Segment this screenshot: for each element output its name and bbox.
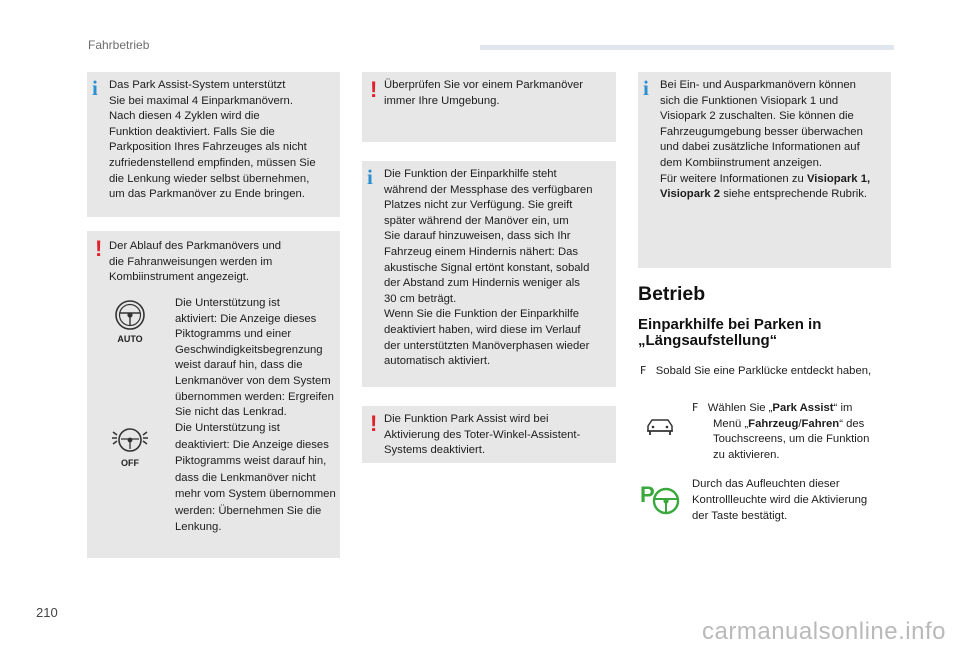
text-line: Lenkmanöver von dem System — [175, 374, 331, 387]
bold-reference: Visiopark 1, — [806, 172, 871, 185]
info-box-park-assist — [87, 72, 340, 217]
text-line: Piktogramms und einer — [175, 328, 292, 341]
subsection-heading — [638, 317, 878, 349]
text-fragment: “ im — [833, 402, 853, 414]
text-line: zufriedenstellend empfinden, müssen Sie — [109, 156, 316, 169]
text-line: später während der Manöver ein, um — [384, 214, 569, 227]
text-line: Aktivierung des Toter-Winkel-Assistent- — [384, 428, 581, 441]
text-line: Fahrzeug einem Hindernis nähert: Das — [384, 245, 579, 258]
section-heading: Betrieb — [638, 283, 706, 305]
text-line: die Fahranweisungen werden im — [109, 255, 273, 268]
text-line: Die Funktion Park Assist wird bei — [384, 413, 549, 425]
info-box-visiopark — [638, 72, 891, 268]
off-description — [175, 420, 336, 536]
text-line: Der Ablauf des Parkmanövers und — [109, 240, 282, 252]
text-line: Das Park Assist-System unterstützt — [109, 79, 286, 91]
text-line: Nach diesen 4 Zyklen wird die — [109, 110, 260, 123]
info-icon: i — [367, 165, 373, 189]
text-line — [660, 172, 870, 188]
text-line: Die Unterstützung ist — [175, 297, 280, 309]
text-line: Kontrollleuchte wird die Aktivierung — [692, 494, 868, 506]
warning-icon: ! — [95, 236, 103, 261]
info-icon: i — [643, 76, 649, 100]
text-line: Piktogramms weist darauf hin, — [175, 455, 327, 467]
text-line: Bei Ein- und Ausparkmanövern können — [660, 79, 856, 91]
text-line: während der Messphase des verfügbaren — [384, 183, 593, 196]
text-line: Visiopark 2 zuschalten. Sie können die — [660, 110, 854, 123]
text-line: Platzes nicht zur Verfügung. Sie greift — [384, 199, 573, 212]
info-text — [109, 78, 316, 203]
warning-icon: ! — [370, 411, 378, 436]
auto-description — [175, 296, 334, 421]
warning-text — [384, 78, 583, 109]
text-line: der Taste bestätigt. — [692, 510, 788, 522]
text-fragment: siehe entsprechende Rubrik. — [720, 188, 868, 201]
text-fragment: Wählen Sie „ — [707, 402, 773, 414]
heading-line: „Längsaufstellung“ — [638, 332, 778, 349]
text-line: zu aktivieren. — [713, 448, 780, 461]
text-line: Sie darauf hinzuweisen, dass sich Ihr — [384, 230, 571, 243]
text-line: Durch das Aufleuchten dieser — [692, 478, 840, 490]
text-fragment: / — [798, 417, 802, 430]
text-line: Die Unterstützung ist — [175, 422, 280, 434]
text-line: der unterstützten Manöverphasen wieder — [384, 339, 590, 352]
step-1 — [640, 363, 871, 380]
bullet-icon: F — [640, 364, 647, 377]
text-line: sich die Funktionen Visiopark 1 und — [660, 94, 839, 107]
text-fragment: “ des — [839, 417, 865, 430]
text-line: Überprüfen Sie vor einem Parkmanöver — [384, 79, 584, 91]
text-line: Touchscreens, um die Funktion — [713, 433, 870, 446]
text-line: mehr vom System übernommen — [175, 488, 336, 500]
section-header: Fahrbetrieb — [88, 38, 150, 52]
text-line: um das Parkmanöver zu Ende bringen. — [109, 188, 305, 201]
text-line: dass die Lenkmanöver nicht — [175, 471, 316, 484]
text-line: Lenkung. — [175, 521, 222, 533]
info-box-parking-sensors — [362, 161, 616, 387]
auto-icon-label: AUTO — [117, 334, 143, 344]
info-text — [384, 167, 593, 370]
text-line: der Abstand zum Hindernis weniger als — [384, 277, 580, 290]
text-line: Parkposition Ihres Fahrzeuges als nicht — [109, 141, 307, 154]
text-line: automatisch aktiviert. — [384, 355, 491, 368]
text-line — [660, 187, 870, 203]
indicator-description — [692, 476, 867, 524]
watermark: carmanualsonline.info — [702, 618, 946, 645]
text-line — [692, 400, 869, 417]
info-icon: i — [92, 76, 98, 100]
text-line: Sie bei maximal 4 Einparkmanövern. — [109, 94, 293, 107]
off-icon-label: OFF — [121, 458, 139, 468]
text-line: Wenn Sie die Funktion der Einparkhilfe — [384, 308, 580, 321]
menu-name: Fahrzeug — [748, 417, 799, 430]
menu-name: Park Assist — [772, 402, 834, 414]
header-bar — [480, 45, 894, 50]
menu-name: Fahren — [801, 417, 840, 430]
text-fragment: Für weitere Informationen zu — [660, 172, 807, 185]
info-text — [660, 78, 870, 203]
text-line: Systems deaktiviert. — [384, 444, 486, 457]
page-number: 210 — [36, 605, 58, 620]
text-line: dem Kombiinstrument anzeigen. — [660, 156, 823, 169]
text-line: Funktion deaktiviert. Falls Sie die — [109, 125, 275, 138]
heading-line: Einparkhilfe bei Parken in — [638, 316, 822, 333]
warning-text — [384, 412, 580, 459]
steering-off-icon — [110, 425, 150, 469]
warning-box-surroundings — [362, 72, 616, 142]
text-line: Fahrzeugumgebung besser überwachen — [660, 125, 863, 138]
step-text: Sobald Sie eine Parklücke entdeckt haben, — [655, 365, 872, 377]
text-line: Kombiinstrument angezeigt. — [109, 271, 250, 284]
text-line: aktiviert: Die Anzeige dieses — [175, 312, 317, 325]
warning-intro — [109, 239, 281, 286]
text-line: übernommen werden: Ergreifen — [175, 390, 334, 403]
text-line: 30 cm beträgt. — [384, 292, 457, 305]
text-line: Geschwindigkeitsbegrenzung — [175, 343, 323, 356]
bold-reference: Visiopark 2 — [660, 188, 721, 201]
text-line: weist darauf hin, dass die — [175, 359, 303, 372]
car-icon — [644, 417, 676, 439]
bullet-icon: F — [692, 401, 699, 414]
text-line — [692, 417, 869, 433]
warning-icon: ! — [370, 77, 378, 102]
text-line: akustische Signal ertönt konstant, sobald — [384, 261, 590, 274]
text-line: die Lenkung wieder selbst übernehmen, — [109, 172, 310, 185]
step-2 — [692, 400, 869, 463]
park-assist-indicator-icon — [640, 482, 682, 516]
text-line: Sie nicht das Lenkrad. — [175, 406, 287, 419]
text-line: Die Funktion der Einparkhilfe steht — [384, 168, 557, 180]
text-line: werden: Übernehmen Sie die — [175, 504, 322, 517]
text-fragment: Menü „ — [713, 417, 749, 430]
warning-box-display — [87, 231, 340, 558]
steering-auto-icon — [112, 297, 148, 345]
text-line: deaktiviert: Die Anzeige dieses — [175, 438, 329, 451]
text-line: deaktiviert haben, wird diese im Verlauf — [384, 323, 581, 336]
text-line: immer Ihre Umgebung. — [384, 94, 500, 107]
warning-box-blind-spot — [362, 406, 616, 463]
text-line: und dabei zusätzliche Informationen auf — [660, 141, 860, 154]
indicator-letter: P — [640, 482, 655, 507]
